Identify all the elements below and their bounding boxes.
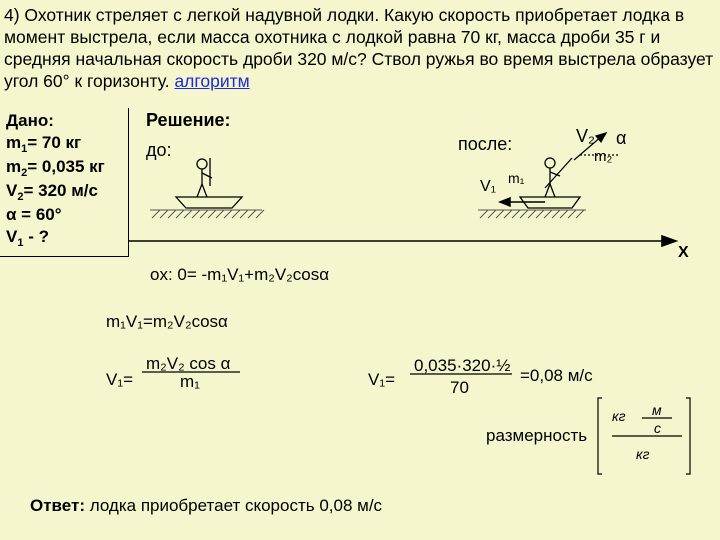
dimension-m: м xyxy=(652,402,662,418)
answer-label: Ответ: xyxy=(30,496,85,515)
v1-arrow xyxy=(500,198,545,206)
label-m2: m₂ xyxy=(594,148,613,165)
given-title: Дано: xyxy=(6,111,54,130)
given-m2: $m_2= 0,035$ кг xyxy=(6,157,105,179)
ground-right xyxy=(478,210,586,218)
boat-before xyxy=(176,197,242,208)
equation-v1-left: V₁= xyxy=(106,370,134,389)
dimension-label: размерность xyxy=(486,426,588,445)
given-alpha: α = 60° xyxy=(6,205,62,224)
equation-v1-numerator: m₂V₂ cos α xyxy=(146,354,231,373)
algorithm-link[interactable]: алгоритм xyxy=(174,71,250,91)
dimension-s: с xyxy=(654,420,661,436)
given-v1: $V_1$ - ? xyxy=(6,227,49,249)
given-m1: $m_1= 70$ кг xyxy=(6,133,82,155)
dimension-kg-top: кг xyxy=(612,408,626,424)
equation-calc-left: V₁= xyxy=(368,370,396,389)
problem-text: 4) Охотник стреляет с легкой надувной лодки. Какую скорость приобретает лодка в момент выстрела, если масса охотника с лодкой равна 70 кг, масса дроби 35 г и средняя начальная скорость дроби 320 м/с? Ствол ружья во время выстрела образует угол 60° к горизонту. xyxy=(4,5,714,91)
label-v1: V₁ xyxy=(480,178,497,195)
label-alpha: α xyxy=(616,128,627,148)
answer-line xyxy=(30,496,382,516)
equation-calc-denominator: 70 xyxy=(450,378,469,397)
equation-momentum: m₁V₁=m₂V₂cosα xyxy=(106,312,228,331)
axis-x-label: X xyxy=(678,244,689,261)
equation-calc-result: =0,08 м/с xyxy=(520,366,593,385)
equation-v1-denominator: m₁ xyxy=(180,372,200,391)
hunter-after xyxy=(545,158,572,197)
solution-title: Решение: xyxy=(146,110,231,130)
answer-text: лодка приобретает скорость 0,08 м/с xyxy=(85,496,383,515)
equation-projection: ox: 0= -m₁V₁+m₂V₂cosα xyxy=(150,265,330,284)
ground-left xyxy=(150,210,264,218)
label-m1: m₁ xyxy=(508,170,525,186)
label-v2: V₂ xyxy=(576,126,595,146)
hunter-before xyxy=(197,158,212,197)
equation-calc-numerator: 0,035·320·½ xyxy=(414,356,511,375)
dimension-kg-bottom: кг xyxy=(636,446,650,462)
after-label: после: xyxy=(458,134,513,154)
given-v2: $V_2= 320$ м/с xyxy=(6,181,98,203)
before-label: до: xyxy=(146,140,172,160)
x-axis xyxy=(128,236,676,246)
